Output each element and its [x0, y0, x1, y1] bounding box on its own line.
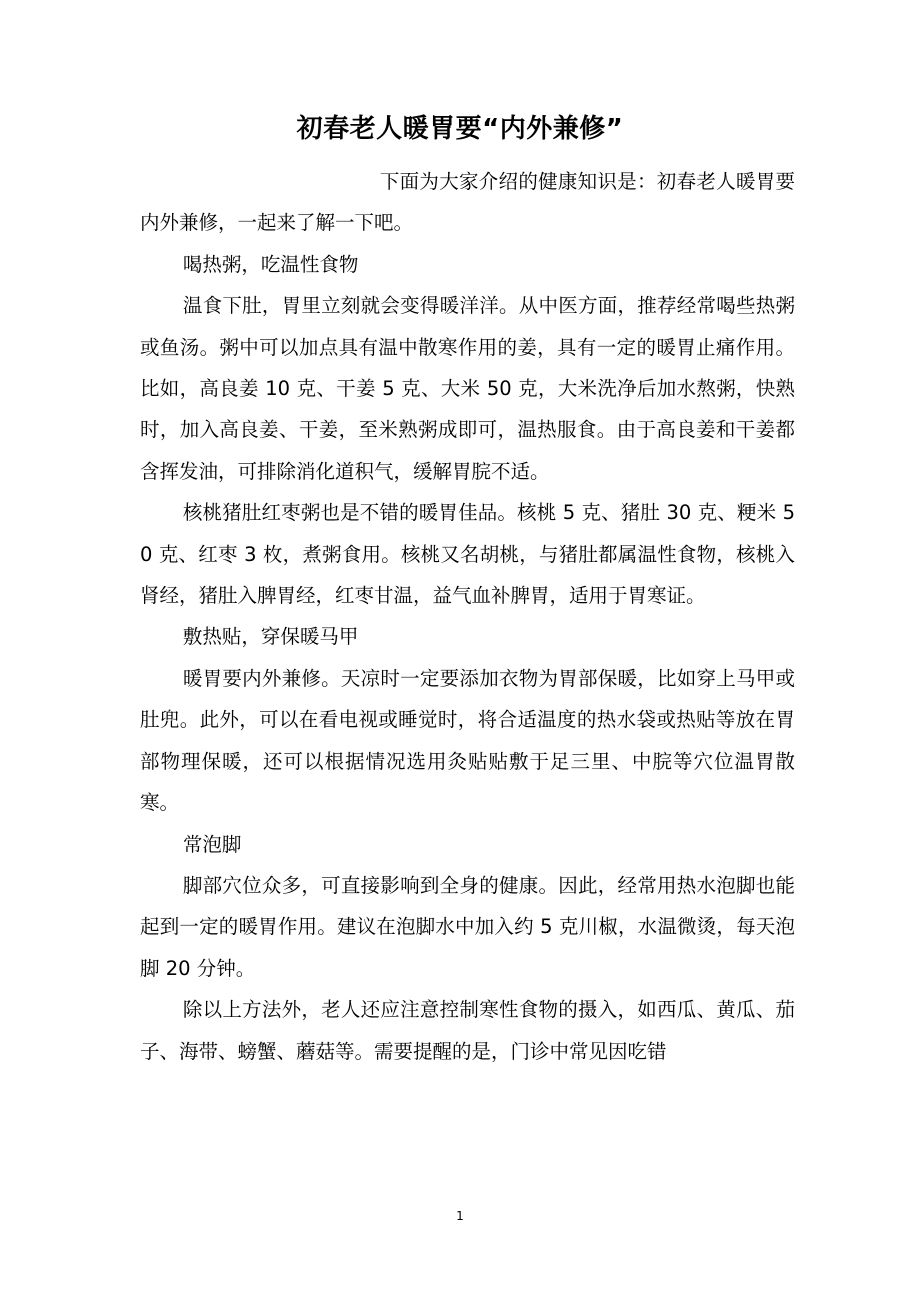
section-heading-foot-soak: 常泡脚: [182, 832, 242, 856]
body-paragraph: 除以上方法外，老人还应注意控制寒性食物的摄入，如西瓜、黄瓜、茄子、海带、螃蟹、蘑菇等。需要提醒的是，门诊中常见因吃错: [140, 998, 795, 1063]
body-paragraph: 暖胃要内外兼修。天凉时一定要添加衣物为胃部保暖，比如穿上马甲或肚兜。此外，可以在看电视或睡觉时，将合适温度的热水袋或热贴等放在胃部物理保暖，还可以根据情况选用灸贴贴敷于足三里、中脘等穴位温胃散寒。: [140, 666, 795, 815]
body-paragraph: 脚部穴位众多，可直接影响到全身的健康。因此，经常用热水泡脚也能起到一定的暖胃作用。建议在泡脚水中加入约 5 克川椒，水温微烫，每天泡脚 20 分钟。: [140, 873, 795, 980]
page-number: 1: [456, 1209, 464, 1223]
document-body: [140, 161, 795, 1072]
body-paragraph: 温食下肚，胃里立刻就会变得暖洋洋。从中医方面，推荐经常喝些热粥或鱼汤。粥中可以加点具有温中散寒作用的姜，具有一定的暖胃止痛作用。比如，高良姜 10 克、干姜 5 克、大米 50 克，大米洗净后加水熬粥，快熟时，加入高良姜、干姜，至米熟粥成即可，温热服食。由于高良姜和干姜都含挥发油，可排除消化道积气，缓解胃脘不适。: [140, 294, 795, 483]
intro-paragraph: 下面为大家介绍的健康知识是：初春老人暖胃要内外兼修，一起来了解一下吧。: [140, 170, 795, 235]
section-heading-hot-porridge: 喝热粥，吃温性食物: [182, 252, 359, 276]
section-heading-warm-vest: 敷热贴，穿保暖马甲: [182, 625, 359, 649]
document-title: 初春老人暖胃要“内外兼修”: [296, 114, 624, 144]
body-paragraph: 核桃猪肚红枣粥也是不错的暖胃佳品。核桃 5 克、猪肚 30 克、粳米 50 克、红枣 3 枚，煮粥食用。核桃又名胡桃，与猪肚都属温性食物，核桃入肾经，猪肚入脾胃经，红枣甘温，益气血补脾胃，适用于胃寒证。: [140, 501, 795, 608]
